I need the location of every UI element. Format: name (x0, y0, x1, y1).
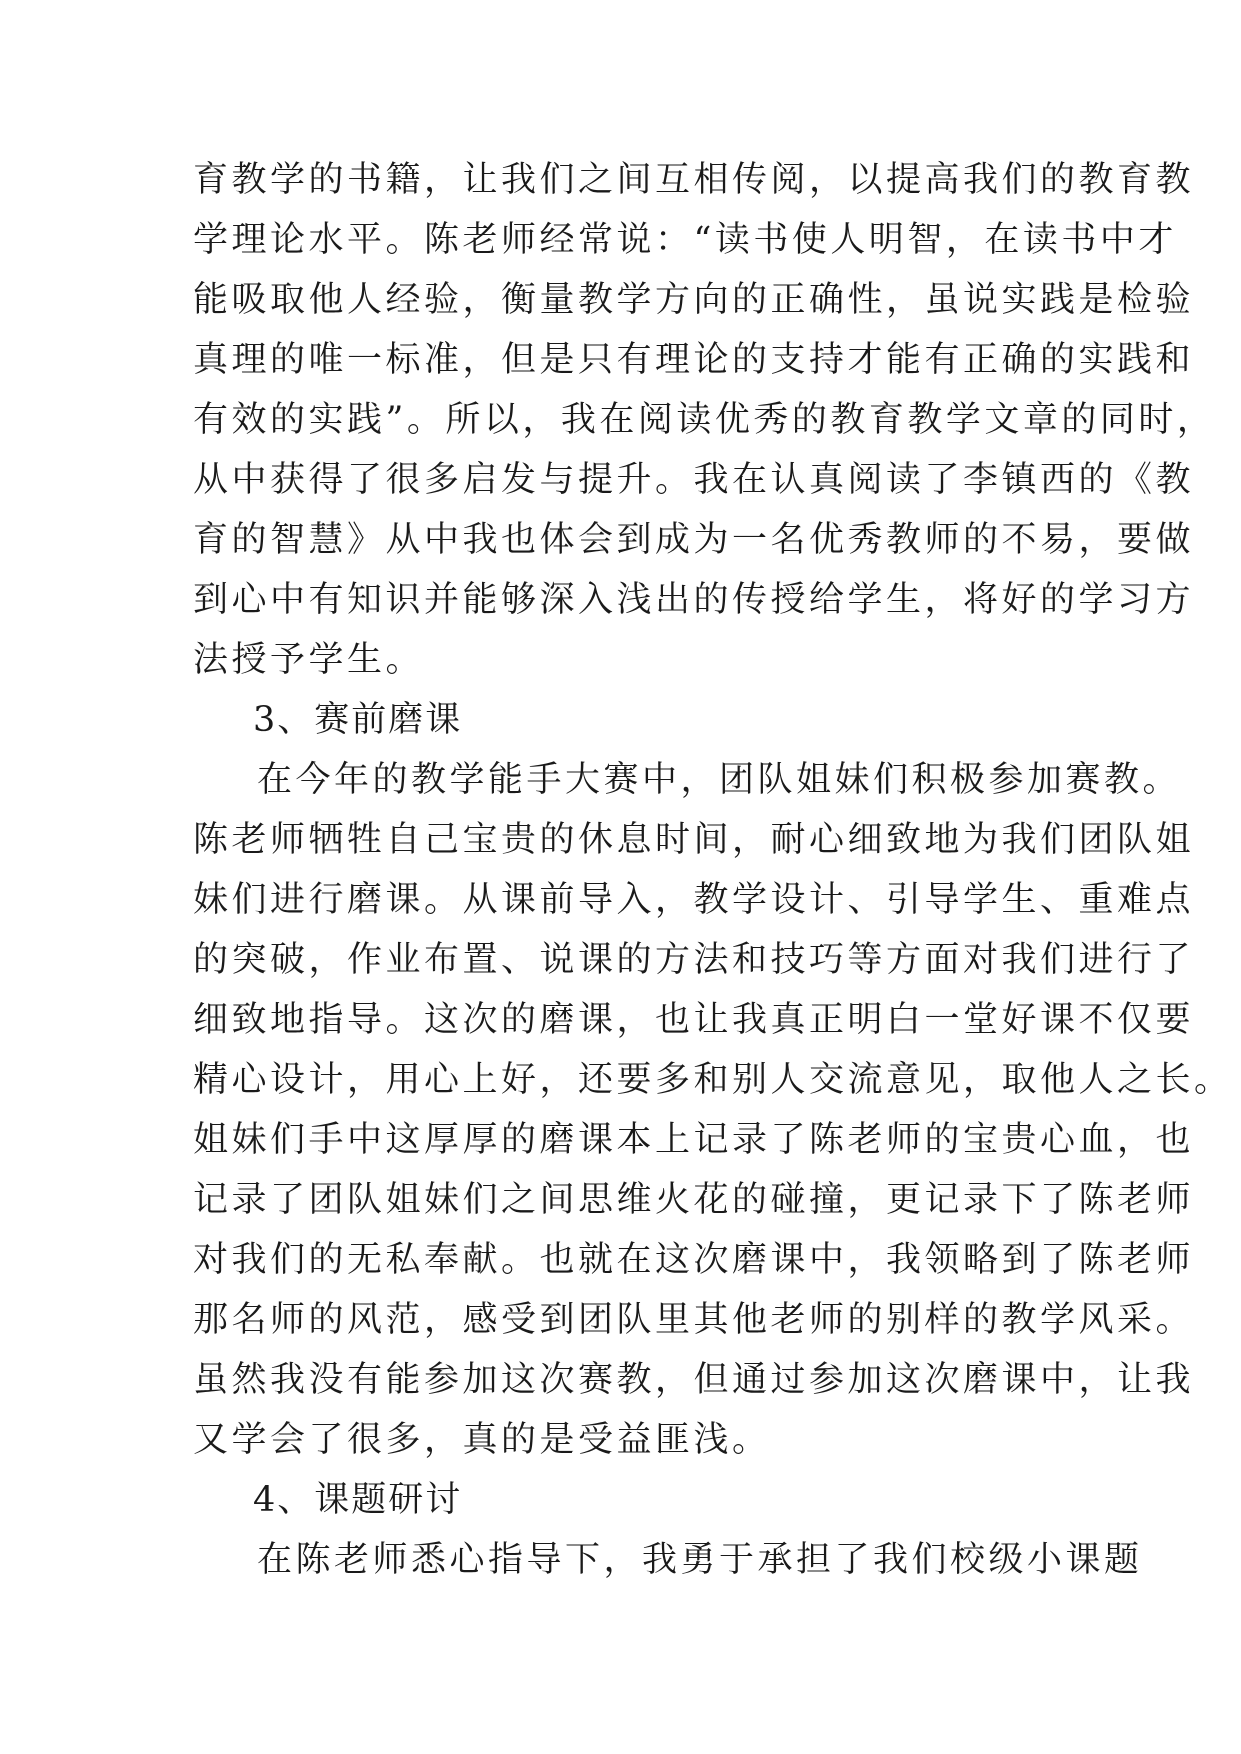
text-line: 到心中有知识并能够深入浅出的传授给学生，将好的学习方 (193, 580, 1195, 620)
text-line: 精心设计，用心上好，还要多和别人交流意见，取他人之长。 (193, 1060, 1233, 1100)
text-line: 陈老师牺牲自己宝贵的休息时间，耐心细致地为我们团队姐 (193, 820, 1195, 860)
text-line: 妹们进行磨课。从课前导入，教学设计、引导学生、重难点 (193, 880, 1195, 920)
text-line: 能吸取他人经验，衡量教学方向的正确性，虽说实践是检验 (193, 280, 1195, 320)
text-line: 那名师的风范，感受到团队里其他老师的别样的教学风采。 (193, 1300, 1195, 1340)
text-line: 的突破，作业布置、说课的方法和技巧等方面对我们进行了 (193, 940, 1195, 980)
text-line: 姐妹们手中这厚厚的磨课本上记录了陈老师的宝贵心血，也 (193, 1120, 1195, 1160)
text-line: 育教学的书籍，让我们之间互相传阅，以提高我们的教育教 (193, 160, 1195, 200)
section-heading: 3、赛前磨课 (253, 700, 463, 740)
text-line: 细致地指导。这次的磨课，也让我真正明白一堂好课不仅要 (193, 1000, 1195, 1040)
text-line: 真理的唯一标准，但是只有理论的支持才能有正确的实践和 (193, 340, 1195, 380)
text-line: 从中获得了很多启发与提升。我在认真阅读了李镇西的《教 (193, 460, 1195, 500)
text-line: 记录了团队姐妹们之间思维火花的碰撞，更记录下了陈老师 (193, 1180, 1195, 1220)
paragraph-first-line: 在今年的教学能手大赛中，团队姐妹们积极参加赛教。 (257, 760, 1182, 800)
text-line: 育的智慧》从中我也体会到成为一名优秀教师的不易，要做 (193, 520, 1195, 560)
text-line: 对我们的无私奉献。也就在这次磨课中，我领略到了陈老师 (193, 1240, 1195, 1280)
paragraph-first-line: 在陈老师悉心指导下，我勇于承担了我们校级小课题 (257, 1540, 1143, 1580)
text-line: 有效的实践”。所以，我在阅读优秀的教育教学文章的同时， (193, 400, 1216, 440)
text-line: 虽然我没有能参加这次赛教，但通过参加这次磨课中，让我 (193, 1360, 1195, 1400)
text-line: 法授予学生。 (193, 640, 425, 680)
text-line: 学理论水平。陈老师经常说：“读书使人明智，在读书中才 (193, 220, 1177, 260)
section-heading: 4、课题研讨 (253, 1480, 463, 1520)
text-line: 又学会了很多，真的是受益匪浅。 (193, 1420, 771, 1460)
